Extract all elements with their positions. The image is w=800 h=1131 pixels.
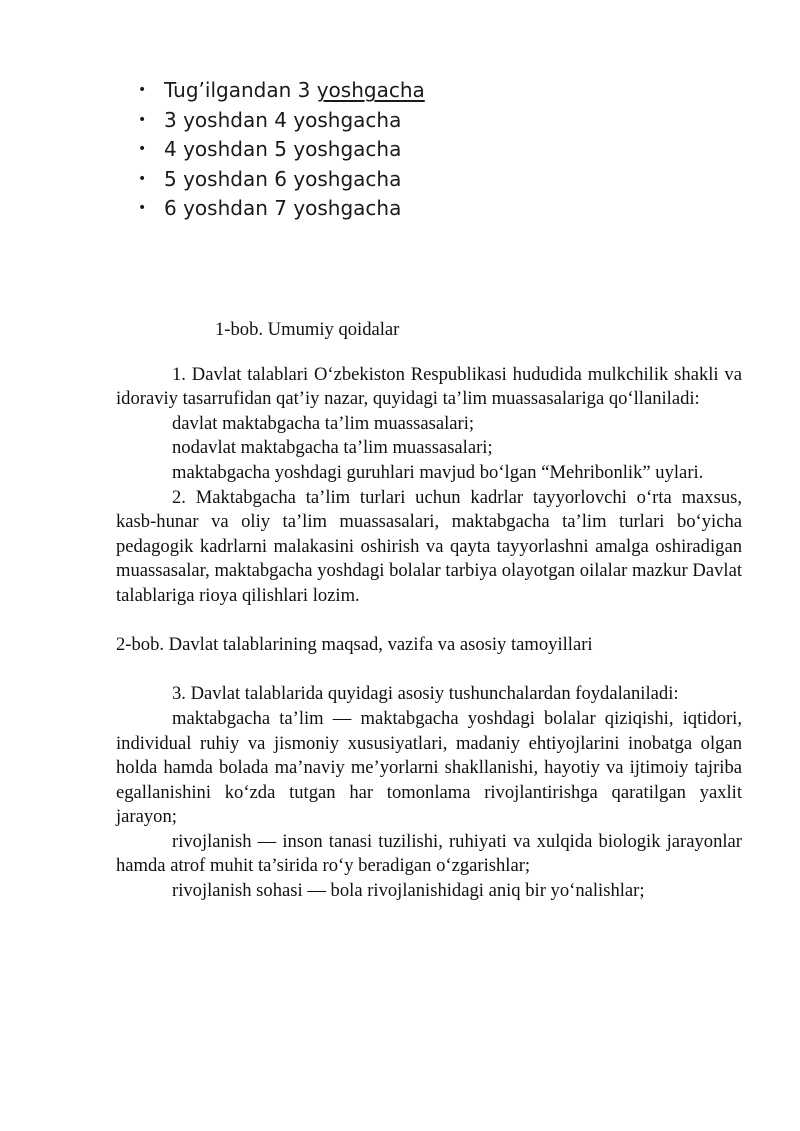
age-group-list xyxy=(138,76,425,224)
chapter-2-heading: 2-bob. Davlat talablarining maqsad, vazifa va asosiy tamoyillari xyxy=(116,634,593,656)
bullet-icon: • xyxy=(138,82,147,98)
chapter-1-heading: 1-bob. Umumiy qoidalar xyxy=(215,319,400,340)
definition-item: rivojlanish sohasi — bola rivojlanishidagi aniq bir yo‘nalishlar; xyxy=(172,880,645,902)
list-item-text: Tug’ilgandan 3 xyxy=(164,78,317,102)
paragraph-1: 1. Davlat talablari O‘zbekiston Respublikasi hududida mulkchilik shakli va idoraviy tasarrufidan qat’iy nazar, quyidagi ta’lim muassasalariga qo‘llaniladi: xyxy=(116,363,742,410)
bullet-icon: • xyxy=(138,141,147,157)
list-item-text: 4 yoshdan 5 yoshgacha xyxy=(164,137,402,161)
bullet-icon: • xyxy=(138,200,147,216)
spacer xyxy=(116,609,742,634)
spacer xyxy=(116,658,742,683)
bullet-icon: • xyxy=(138,111,147,128)
list-item xyxy=(138,135,425,165)
paragraph-1-item: davlat maktabgacha ta’lim muassasalari; xyxy=(172,412,475,434)
list-item-text: 6 yoshdan 7 yoshgacha xyxy=(164,196,402,220)
list-item-text: 5 yoshdan 6 yoshgacha xyxy=(164,166,402,191)
list-item xyxy=(138,76,425,106)
list-item xyxy=(138,194,425,224)
definition-item: rivojlanish — inson tanasi tuzilishi, ruhiyati va xulqida biologik jarayonlar hamda atrof muhit ta’sirida ro‘y beradigan o‘zgarishlar; xyxy=(116,830,742,877)
paragraph-3: 3. Davlat talablarida quyidagi asosiy tushunchalardan foydalaniladi: xyxy=(172,683,679,705)
document-body xyxy=(116,318,742,904)
list-item-text: 3 yoshdan 4 yoshgacha xyxy=(164,107,402,132)
list-item xyxy=(138,106,425,136)
paragraph-1-item: nodavlat maktabgacha ta’lim muassasalari; xyxy=(172,437,493,459)
paragraph-2: 2. Maktabgacha ta’lim turlari uchun kadrlar tayyorlovchi o‘rta maxsus, kasb-hunar va oliy ta’lim muassasalari, maktabgacha ta’lim turlari bo‘yicha pedagogik kadrlarni malakasini oshirish va qayta tayyorlashni amalga oshiradigan muassasalar, maktabgacha yoshdagi bolalar tarbiya olayotgan oilalar mazkur Davlat talablariga rioya qilishlari lozim. xyxy=(116,486,742,606)
bullet-icon: • xyxy=(138,170,147,187)
list-item-underlined-text: yoshgacha xyxy=(316,78,425,102)
paragraph-1-item: maktabgacha yoshdagi guruhlari mavjud bo‘lgan “Mehribonlik” uylari. xyxy=(172,461,704,483)
list-item xyxy=(138,165,425,195)
definition-item: maktabgacha ta’lim — maktabgacha yoshdagi bolalar qiziqishi, iqtidori, individual ruhiy va jismoniy xususiyatlari, madaniy ehtiyojlarini inobatga olgan holda hamda bolada ma’naviy me’yorlarni shakllanishi, hayotiy va ijtimoiy tajriba egallanishini ko‘zda tutgan har tomonlama rivojlantirishga qaratilgan yaxlit jarayon; xyxy=(116,707,742,828)
